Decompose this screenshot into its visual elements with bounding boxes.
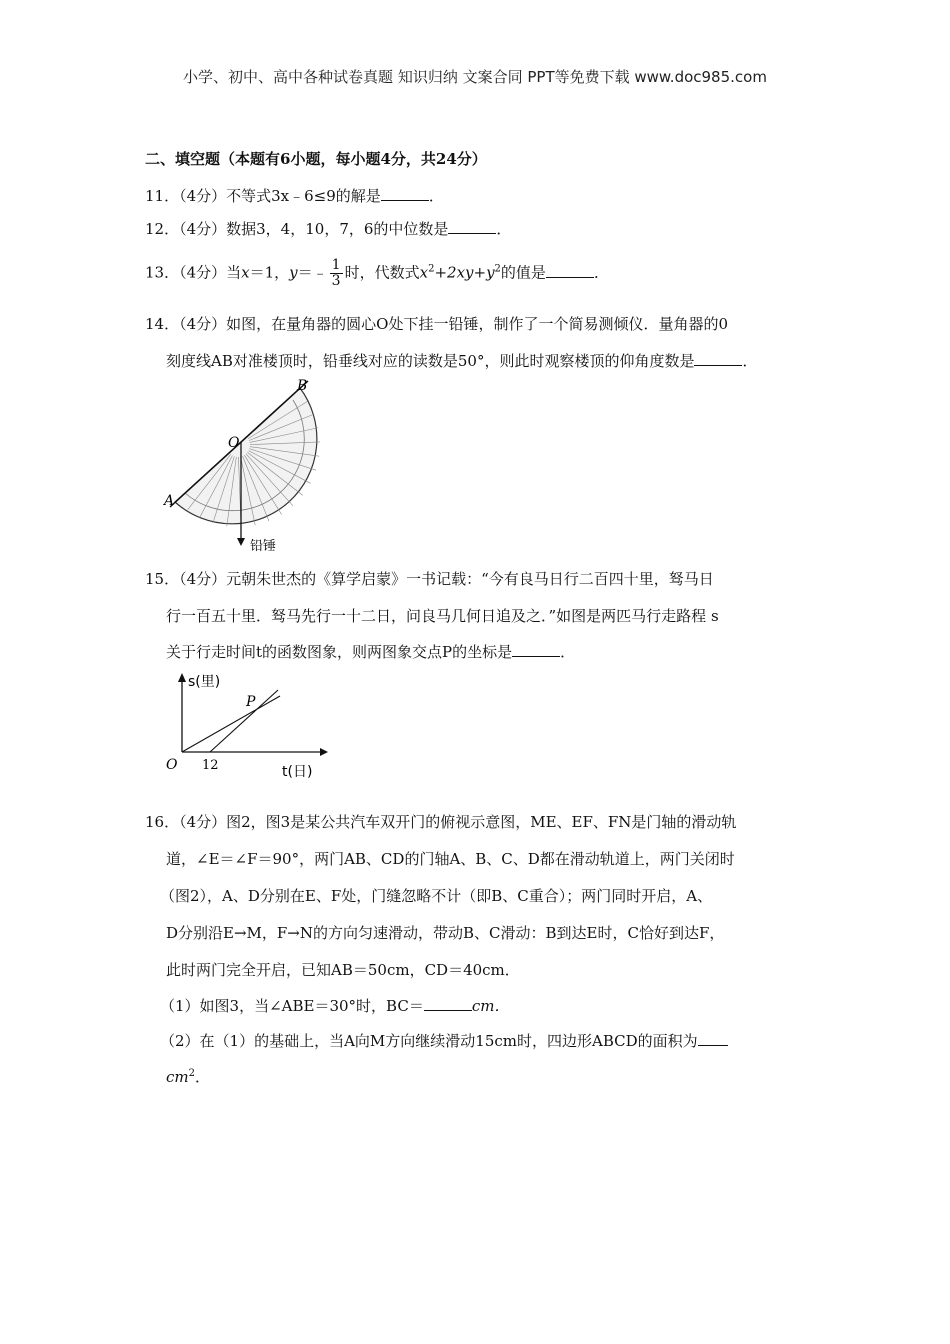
x-axis-label: t(日) [282, 764, 313, 780]
q13-number: 13． [145, 263, 180, 282]
q15-score: （4分） [179, 570, 227, 588]
question-16-line-1 [145, 811, 736, 832]
q15-text-3: 关于行走时间t的函数图象，则两图象交点P的坐标是 [166, 643, 513, 661]
x-axis-arrow-icon [320, 748, 328, 756]
q15-text-2: 行一百五十里．驽马先行一十二日，问良马几何日追及之．”如图是两匹马行走路程 s [166, 607, 719, 625]
q11-score: （4分） [179, 187, 227, 205]
q16-text-4: D分别沿E→M，F→N的方向匀速滑动，带动B、C滑动：B到达E时，C恰好到达F， [166, 924, 725, 942]
question-13 [145, 258, 609, 289]
q13-var-x: x [241, 263, 250, 282]
q11-end: ． [428, 187, 444, 205]
q13-score: （4分） [179, 263, 227, 282]
q13-sup-2: 2 [494, 263, 501, 275]
q13-end: ． [593, 263, 609, 282]
q12-number: 12． [145, 220, 180, 238]
question-16-line-3 [160, 885, 712, 906]
q12-text: 数据3，4，10，7，6的中位数是 [226, 220, 449, 238]
question-16-sub-1 [160, 995, 509, 1016]
question-14-line-1 [145, 313, 728, 334]
point-p-label: P [246, 694, 256, 710]
question-15-line-2 [166, 605, 719, 626]
fast-horse-line [210, 690, 278, 752]
question-12 [145, 218, 511, 239]
origin-label: O [166, 757, 178, 773]
plumb-arrow-icon [237, 538, 245, 546]
tick-12-label: 12 [202, 758, 219, 773]
q14-blank[interactable] [694, 351, 742, 366]
q13-sup-1: 2 [428, 263, 435, 275]
page-header: 小学、初中、高中各种试卷真题 知识归纳 文案合同 PPT等免费下载 www.doc985.com [183, 68, 767, 86]
q11-number: 11． [145, 187, 180, 205]
q16-score: （4分） [179, 813, 227, 831]
q14-text-2: 刻度线AB对准楼顶时，铅垂线对应的读数是50°，则此时观察楼顶的仰角度数是 [166, 352, 695, 370]
q16-sub2-unit: cm [166, 1068, 189, 1086]
label-a: A [164, 493, 175, 509]
slow-horse-line [182, 696, 280, 752]
q15-end: ． [560, 643, 576, 661]
q12-end: ． [496, 220, 512, 238]
question-14-line-2 [166, 350, 757, 371]
q15-text-1: 元朝朱世杰的《算学启蒙》一书记载：“今有良马日行二百四十里，驽马日 [226, 570, 714, 588]
label-o: O [228, 435, 240, 451]
distance-time-graph [160, 668, 330, 783]
section-title: 二、填空题（本题有6小题，每小题4分，共24分） [145, 150, 487, 168]
q12-blank[interactable] [448, 219, 496, 234]
q16-sub2-text: （2）在（1）的基础上，当A向M方向继续滑动15cm时，四边形ABCD的面积为 [160, 1032, 698, 1050]
q16-text-5: 此时两门完全开启，已知AB＝50cm，CD＝40cm． [166, 961, 520, 979]
q14-number: 14． [145, 315, 180, 333]
q16-sub2-end: ． [195, 1068, 211, 1086]
q16-sub1-blank[interactable] [424, 996, 472, 1011]
q13-expression: +2xy+y [434, 263, 495, 282]
q13-text-5: 的值是 [500, 263, 546, 282]
question-16-sub-2-unit [166, 1066, 210, 1087]
q15-number: 15． [145, 570, 180, 588]
q13-text-3: ＝﹣ [297, 263, 328, 282]
q16-number: 16． [145, 813, 180, 831]
y-axis-label: s(里) [188, 674, 221, 690]
question-15-line-3 [166, 641, 575, 662]
q13-fraction [330, 258, 343, 289]
q15-blank[interactable] [512, 642, 560, 657]
label-plumb: 铅锤 [250, 539, 277, 554]
q12-score: （4分） [179, 220, 227, 238]
question-16-line-5 [166, 959, 520, 980]
q13-text-2: ＝1， [249, 263, 290, 282]
q11-text: 不等式3x﹣6≤9的解是 [226, 187, 381, 205]
fraction-denominator: 3 [331, 273, 341, 289]
question-16-sub-2 [160, 1030, 728, 1051]
q13-text-1: 当 [226, 263, 242, 282]
q14-text-1: 如图，在量角器的圆心O处下挂一铅锤，制作了一个简易测倾仪．量角器的0 [226, 315, 728, 333]
question-15-line-1 [145, 568, 714, 589]
q16-text-3: （图2），A、D分别在E、F处，门缝忽略不计（即B、C重合）；两门同时开启，A、 [160, 887, 713, 905]
q16-sub2-sup: 2 [188, 1068, 195, 1079]
question-16-line-4 [166, 922, 724, 943]
question-16-line-2 [166, 848, 735, 869]
q16-sub2-blank[interactable] [698, 1031, 728, 1046]
q13-text-4: 时，代数式 [344, 263, 420, 282]
q13-var-y: y [289, 263, 298, 282]
protractor-body [175, 388, 317, 524]
q16-text-2: 道，∠E＝∠F＝90°，两门AB、CD的门轴A、B、C、D都在滑动轨道上，两门关闭时 [166, 850, 735, 868]
q13-var-x2: x [419, 263, 429, 282]
y-axis-arrow-icon [178, 673, 186, 682]
q16-text-1: 图2，图3是某公共汽车双开门的俯视示意图，ME、EF、FN是门轴的滑动轨 [226, 813, 737, 831]
question-11 [145, 185, 444, 206]
label-b: B [297, 378, 308, 394]
q14-score: （4分） [179, 315, 227, 333]
q13-blank[interactable] [546, 263, 594, 278]
q16-sub1-text: （1）如图3，当∠ABE＝30°时，BC＝ [160, 997, 424, 1015]
q11-blank[interactable] [381, 186, 429, 201]
q14-end: ． [742, 352, 758, 370]
protractor-figure [160, 375, 320, 555]
fraction-numerator: 1 [331, 257, 341, 273]
q16-sub1-unit: cm． [471, 997, 510, 1015]
